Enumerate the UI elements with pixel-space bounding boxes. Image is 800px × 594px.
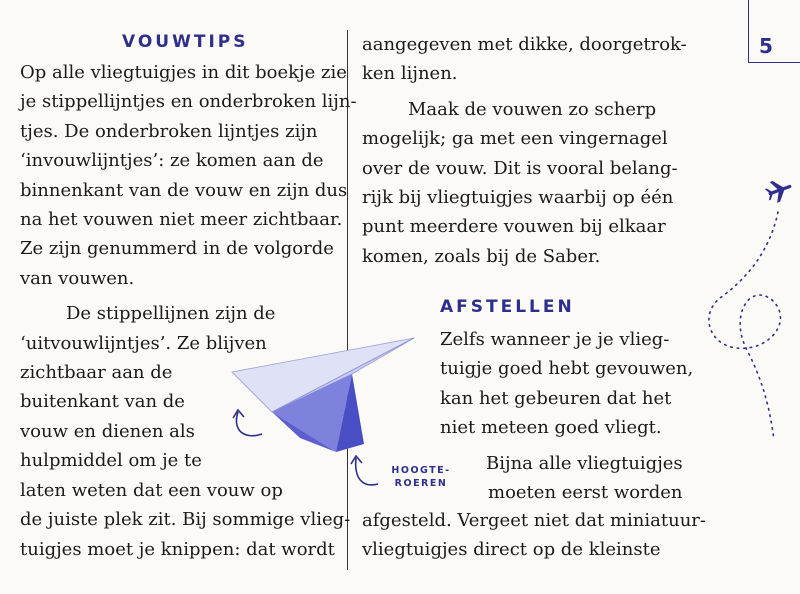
airplane-icon — [763, 176, 795, 206]
text-line: De stippellijnen zijn de — [66, 303, 276, 325]
heading-afstellen: AFSTELLEN — [440, 297, 575, 317]
text-line: punt meerdere vouwen bij elkaar — [362, 216, 666, 238]
text-line: hulpmiddel om je te — [20, 450, 202, 472]
text-line: de juiste plek zit. Bij sommige vlieg- — [20, 509, 351, 531]
dotted-flight-path — [709, 212, 781, 440]
text-line: je stippellijntjes en onderbroken lijn- — [20, 91, 357, 113]
text-line: over de vouw. Dit is vooral belang- — [362, 157, 678, 179]
page-number: 5 — [759, 34, 773, 58]
text-line: binnenkant van de vouw en zijn dus — [20, 179, 348, 201]
curved-arrow-icon — [351, 456, 378, 485]
text-line: afgesteld. Vergeet niet dat miniatuur- — [362, 510, 706, 531]
text-line: niet meteen goed vliegt. — [440, 417, 662, 439]
text-line: van vouwen. — [20, 267, 135, 289]
text-line: ken lijnen. — [362, 63, 458, 85]
text-line: buitenkant van de — [20, 391, 185, 413]
text-line: Zelfs wanneer je je vlieg- — [440, 329, 670, 350]
text-line: aangegeven met dikke, doorgetrok- — [362, 34, 687, 55]
text-line: Bijna alle vliegtuigjes — [486, 452, 683, 474]
caption-line: HOOGTE- — [391, 465, 451, 476]
text-line: ‘invouwlijntjes’: ze komen aan de — [20, 150, 324, 172]
text-line: mogelijk; ga met een vingernagel — [362, 128, 668, 150]
text-line: moeten eerst worden — [488, 482, 683, 504]
caption-line: ROEREN — [394, 478, 448, 489]
text-line: Ze zijn genummerd in de volgorde — [20, 238, 334, 260]
text-line: rijk bij vliegtuigjes waarbij op één — [362, 187, 674, 209]
text-line: komen, zoals bij de Saber. — [362, 245, 601, 267]
text-line: na het vouwen niet meer zichtbaar. — [20, 209, 343, 231]
text-line: tuigjes moet je knippen: dat wordt — [20, 538, 335, 560]
text-line: ‘uitvouwlijntjes’. Ze blijven — [20, 332, 267, 354]
text-line: vouw en dienen als — [20, 420, 195, 442]
text-line: tuigje goed hebt gevouwen, — [440, 358, 694, 380]
text-line: zichtbaar aan de — [20, 362, 173, 384]
text-line: Op alle vliegtuigjes in dit boekje zie — [20, 62, 347, 83]
curved-arrow-icon — [233, 410, 262, 436]
heading-vouwtips: VOUWTIPS — [122, 32, 249, 52]
text-line: kan het gebeuren dat het — [440, 387, 672, 409]
text-line: vliegtuigjes direct op de kleinste — [362, 539, 661, 561]
text-line: Maak de vouwen zo scherp — [408, 98, 657, 120]
text-line: laten weten dat een vouw op — [20, 479, 283, 501]
text-line: tjes. De onderbroken lijntjes zijn — [20, 120, 318, 142]
